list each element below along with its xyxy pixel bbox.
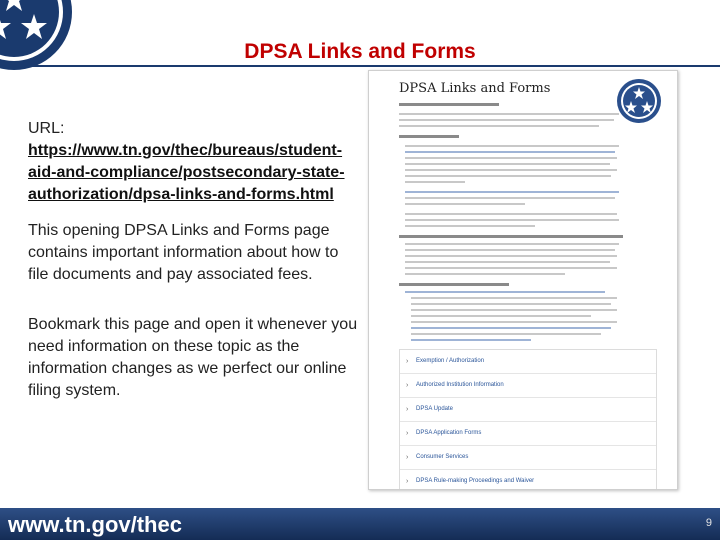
chevron-right-icon: › [406, 382, 409, 389]
left-text-column [28, 118, 358, 402]
thumbnail-page-title: DPSA Links and Forms [399, 81, 551, 96]
nav-item-label: Exemption / Authorization [416, 358, 485, 364]
intro-paragraph: This opening DPSA Links and Forms page contains important information about how to file documents and pay associated fees. [28, 222, 339, 283]
thumbnail-nav-item [400, 446, 656, 470]
bookmark-paragraph: Bookmark this page and open it whenever you need information on these topic as the information changes as we perfect our online filing system. [28, 316, 358, 399]
nav-item-label: DPSA Update [416, 406, 454, 412]
chevron-right-icon: › [406, 454, 409, 461]
footer-bar [0, 508, 720, 540]
nav-item-label: Authorized Institution Information [416, 382, 504, 388]
thumbnail-nav-item [400, 350, 656, 374]
chevron-right-icon: › [406, 358, 409, 365]
chevron-right-icon: › [406, 406, 409, 413]
header-rule [0, 65, 720, 67]
page-number: 9 [705, 517, 712, 529]
thumbnail-nav-list [399, 349, 657, 490]
dpsa-url-link[interactable]: https://www.tn.gov/thec/bureaus/student-aid-and-compliance/postsecondary-state-authorization/dpsa-links-and-forms.html [28, 142, 345, 203]
url-label: URL: [28, 120, 65, 137]
thumbnail-nav-item [400, 470, 656, 490]
chevron-right-icon: › [406, 430, 409, 437]
nav-item-label: Consumer Services [416, 454, 469, 460]
nav-item-label: DPSA Application Forms [416, 430, 482, 436]
webpage-screenshot-thumbnail [368, 70, 678, 490]
chevron-right-icon: › [406, 478, 409, 485]
footer-url: www.tn.gov/thec [8, 512, 182, 537]
thumbnail-nav-item [400, 422, 656, 446]
thumbnail-nav-item [400, 374, 656, 398]
slide-title: DPSA Links and Forms [244, 40, 476, 63]
nav-item-label: DPSA Rule-making Proceedings and Waiver [416, 478, 535, 484]
thumbnail-nav-item [400, 398, 656, 422]
thumbnail-tristar-logo [615, 77, 663, 125]
